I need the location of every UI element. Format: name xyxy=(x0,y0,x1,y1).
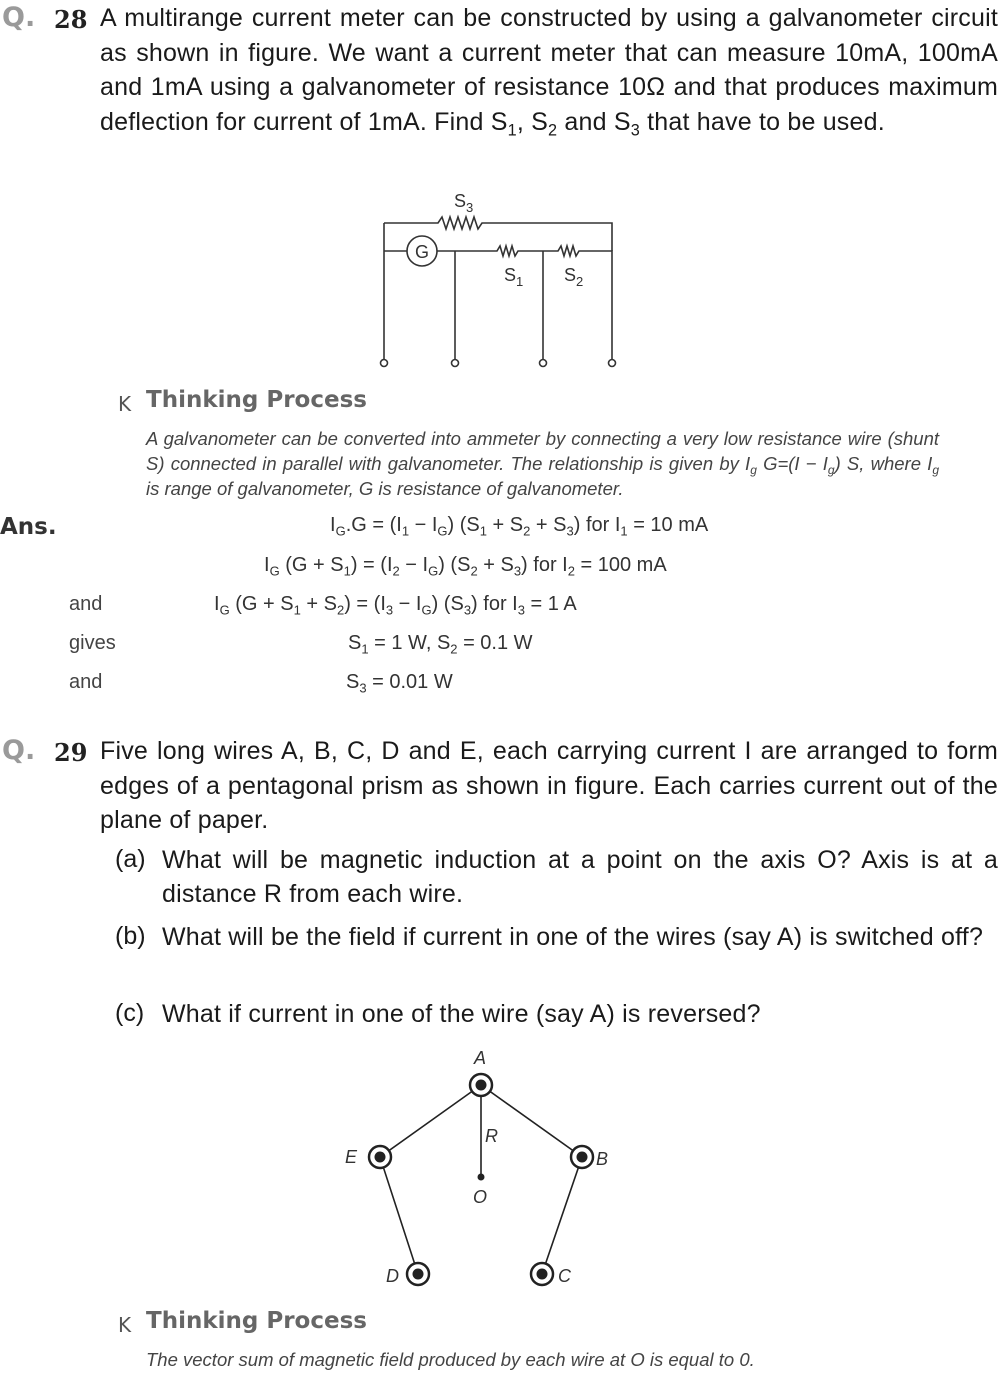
subscript: G xyxy=(428,563,439,579)
item-b-text: What will be the field if current in one of the wires (say A) is switched off? xyxy=(162,923,984,951)
wire-a xyxy=(470,1074,492,1096)
subscript: G xyxy=(335,523,346,539)
subscript: 3 xyxy=(385,602,394,618)
label-s3: $S_3$ xyxy=(454,191,474,215)
equation-3-label: and xyxy=(69,593,103,615)
wire-e xyxy=(369,1146,391,1168)
item-c-text: What if current in one of the wire (say A) is reversed? xyxy=(162,1000,761,1028)
subscript: 2 xyxy=(470,563,478,579)
answer-label: Ans. xyxy=(0,514,57,540)
subscript: 3 xyxy=(566,523,574,539)
equation-5: $S_3 = 0.01$ W xyxy=(346,671,453,696)
thinking-process-heading: Thinking Process xyxy=(146,1308,367,1334)
subscript: G xyxy=(219,602,230,618)
item-a-text: What will be magnetic induction at a point on the axis O? Axis is at a distance R from each wire. xyxy=(162,846,998,908)
equation-5-label: and xyxy=(69,671,103,693)
label-e: E xyxy=(345,1147,358,1167)
label-r: R xyxy=(485,1126,498,1146)
item-b-label: (b) xyxy=(115,922,146,950)
item-c-label: (c) xyxy=(115,999,145,1027)
question-number: 28 xyxy=(54,5,88,34)
terminal-3 xyxy=(540,360,547,367)
subscript: 2 xyxy=(567,563,575,579)
subscript: g xyxy=(932,463,939,478)
subscript: G xyxy=(437,523,448,539)
subscript: 3 xyxy=(517,602,525,618)
equation-3: $I_G$ $(G + S_1 + S_2) = (I_3 - I_G)$ $(S_3)$ for $I_3 = 1$ A xyxy=(214,593,577,618)
subscript: 2 xyxy=(450,641,458,657)
pentagon-wires-figure xyxy=(330,1040,630,1300)
subscript: 1 xyxy=(507,121,517,140)
subscript: 3 xyxy=(513,563,522,579)
subscript: 1 xyxy=(343,563,351,579)
question-icon: Q. xyxy=(2,735,36,766)
multirange-circuit-figure xyxy=(370,185,630,375)
thinking-process-heading: Thinking Process xyxy=(146,387,367,413)
question-number: 29 xyxy=(54,738,88,767)
label-o: O xyxy=(473,1187,488,1207)
thinking-marker-icon: K xyxy=(118,392,132,416)
axis-point-o xyxy=(478,1174,485,1181)
question-text: A multirange current meter can be constructed by using a galvanometer circuit as shown in figure. We want a current meter that can measure 10mA, 100mA and 1mA using a galvanometer of resistance 10Ω and that produces maximum deflection for current of 1mA. Find $S_1$, $S_2$ and $S_3$ that have to be used. xyxy=(100,4,998,140)
subscript: 1 xyxy=(401,523,410,539)
subscript: 1 xyxy=(620,523,628,539)
subscript: G xyxy=(421,602,432,618)
thinking-process-text: A galvanometer can be converted into ammeter by connecting a very low resistance wire (shunt S) connected in parallel with galvanometer. The relationship is given by $I_g$ $G=(I - I_g)$ S, where $I_g$ is range of galvanometer, G is resistance of galvanometer. xyxy=(146,428,939,499)
wire-d xyxy=(407,1263,429,1285)
subscript: 2 xyxy=(523,523,531,539)
question-text: Five long wires A, B, C, D and E, each carrying current I are arranged to form edges of a pentagonal prism as shown in figure. Each carries current out of the plane of paper. xyxy=(100,737,998,835)
subscript: 2 xyxy=(336,602,345,618)
subscript: 2 xyxy=(392,563,400,579)
subscript: 3 xyxy=(630,121,640,140)
equation-4: $S_1 = 1$ W, $S_2 = 0.1$ W xyxy=(348,632,533,657)
s1-s2-branch xyxy=(384,246,612,360)
terminal-1 xyxy=(381,360,388,367)
terminal-4 xyxy=(609,360,616,367)
label-s2: $S_2$ xyxy=(564,265,584,289)
subscript: G xyxy=(269,563,280,579)
subscript: 3 xyxy=(359,680,367,696)
equation-4-label: gives xyxy=(69,632,116,654)
thinking-process-text: The vector sum of magnetic field produced by each wire at O is equal to 0. xyxy=(146,1349,755,1370)
label-b: B xyxy=(596,1149,609,1169)
wire-c xyxy=(531,1263,553,1285)
subscript: 1 xyxy=(293,602,301,618)
thinking-marker-icon: K xyxy=(118,1313,132,1337)
question-icon: Q. xyxy=(2,2,36,33)
label-a: A xyxy=(474,1048,487,1068)
wire-b xyxy=(571,1146,593,1168)
subscript: 2 xyxy=(548,121,558,140)
terminal-2 xyxy=(452,360,459,367)
equation-1: $I_G.G = (I_1 - I_G) (S_1 + S_2 + S_3)$ for $I_1 = 10$ mA xyxy=(330,514,709,539)
subscript: 3 xyxy=(463,602,472,618)
equation-2: $I_G$ $(G + S_1) = (I_2 - I_G)$ $(S_2 + S_3)$ for $I_2 = 100$ mA xyxy=(264,554,667,579)
subscript: 1 xyxy=(361,641,369,657)
label-c: C xyxy=(558,1266,571,1286)
label-s1: $S_1$ xyxy=(504,265,524,289)
subscript: g xyxy=(750,463,757,478)
label-d: D xyxy=(386,1266,399,1286)
subscript: g xyxy=(827,463,835,478)
label-g: G xyxy=(415,242,430,262)
item-a-label: (a) xyxy=(115,845,146,873)
subscript: 1 xyxy=(479,523,487,539)
